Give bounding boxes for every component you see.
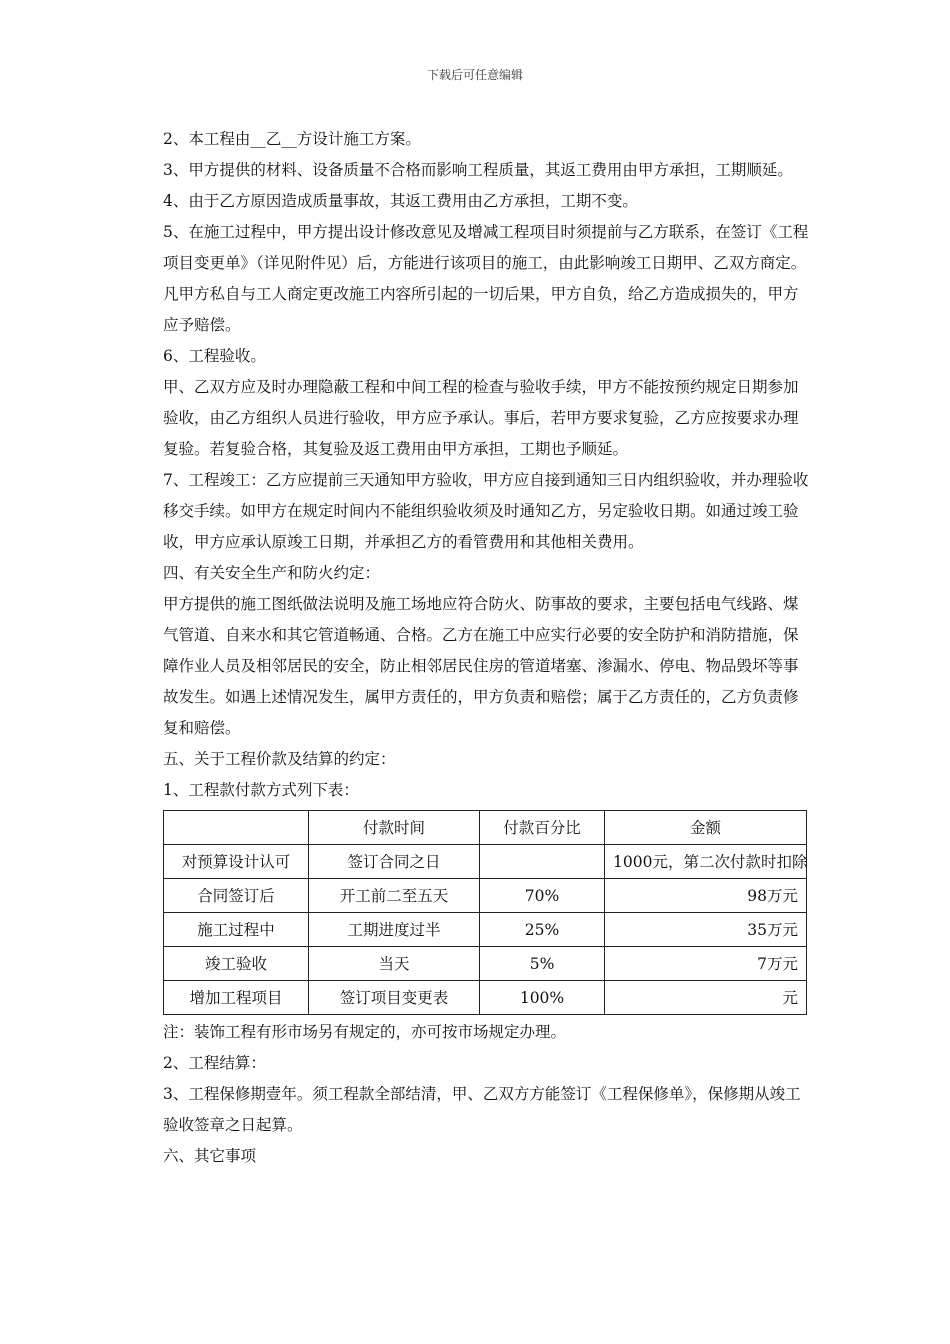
section-6-heading: 六、其它事项 bbox=[163, 1147, 257, 1165]
clause-4-quality-accident: 4、由于乙方原因造成质量事故，其返工费用由乙方承担，工期不变。 bbox=[163, 192, 638, 210]
table-header-cell: 付款时间 bbox=[309, 811, 480, 845]
table-cell: 增加工程项目 bbox=[164, 981, 309, 1015]
payment-table bbox=[163, 810, 807, 1015]
clause-3-warranty: 3、工程保修期壹年。须工程款全部结清，甲、乙双方方能签订《工程保修单》，保修期从竣工验收签章之日起算。 bbox=[163, 1085, 801, 1134]
table-cell: 签订合同之日 bbox=[309, 845, 480, 879]
table-cell: 合同签订后 bbox=[164, 879, 309, 913]
table-header-cell: 金额 bbox=[605, 811, 807, 845]
table-cell: 1000元，第二次付款时扣除 bbox=[605, 845, 807, 879]
table-cell: 70% bbox=[480, 879, 605, 913]
table-header-row bbox=[164, 811, 807, 845]
table-header-cell bbox=[164, 811, 309, 845]
table-cell bbox=[480, 845, 605, 879]
table-cell: 100% bbox=[480, 981, 605, 1015]
clause-2-design: 2、本工程由__乙__方设计施工方案。 bbox=[163, 130, 421, 148]
table-cell: 5% bbox=[480, 947, 605, 981]
clause-7-completion: 7、工程竣工：乙方应提前三天通知甲方验收，甲方应自接到通知三日内组织验收，并办理验收移交手续。如甲方在规定时间内不能组织验收须及时通知乙方，另定验收日期。如通过竣工验收，甲方应承认原竣工日期，并承担乙方的看管费用和其他相关费用。 bbox=[163, 471, 809, 551]
document-body bbox=[163, 124, 813, 1172]
section-5-heading: 五、关于工程价款及结算的约定： bbox=[163, 750, 396, 768]
table-row bbox=[164, 845, 807, 879]
table-row bbox=[164, 913, 807, 947]
clause-6-acceptance-title: 6、工程验收。 bbox=[163, 347, 266, 365]
table-cell: 签订项目变更表 bbox=[309, 981, 480, 1015]
table-cell: 施工过程中 bbox=[164, 913, 309, 947]
table-cell: 7万元 bbox=[605, 947, 807, 981]
table-cell: 开工前二至五天 bbox=[309, 879, 480, 913]
table-cell: 35万元 bbox=[605, 913, 807, 947]
table-cell: 竣工验收 bbox=[164, 947, 309, 981]
section-4-safety-text: 甲方提供的施工图纸做法说明及施工场地应符合防火、防事故的要求，主要包括电气线路、煤气管道、自来水和其它管道畅通、合格。乙方在施工中应实行必要的安全防护和消防措施，保障作业人员及相邻居民的安全，防止相邻居民住房的管道堵塞、渗漏水、停电、物品毁坏等事故发生。如遇上述情况发生，属甲方责任的，甲方负责和赔偿；属于乙方责任的，乙方负责修复和赔偿。 bbox=[163, 595, 799, 737]
table-header-cell: 付款百分比 bbox=[480, 811, 605, 845]
table-note: 注：装饰工程有形市场另有规定的，亦可按市场规定办理。 bbox=[163, 1023, 567, 1041]
clause-5-design-change: 5、在施工过程中，甲方提出设计修改意见及增减工程项目时须提前与乙方联系，在签订《工程项目变更单》（详见附件见）后，方能进行该项目的施工，由此影响竣工日期甲、乙双方商定。凡甲方私自与工人商定更改施工内容所引起的一切后果，甲方自负，给乙方造成损失的，甲方应予赔偿。 bbox=[163, 223, 809, 334]
clause-2-settlement: 2、工程结算： bbox=[163, 1054, 266, 1072]
table-row bbox=[164, 981, 807, 1015]
clause-3-materials: 3、甲方提供的材料、设备质量不合格而影响工程质量，其返工费用由甲方承担，工期顺延。 bbox=[163, 161, 793, 179]
table-row bbox=[164, 947, 807, 981]
payment-table-caption: 1、工程款付款方式列下表： bbox=[163, 781, 359, 799]
table-cell: 对预算设计认可 bbox=[164, 845, 309, 879]
table-cell: 元 bbox=[605, 981, 807, 1015]
table-row bbox=[164, 879, 807, 913]
table-cell: 当天 bbox=[309, 947, 480, 981]
section-4-heading: 四、有关安全生产和防火约定： bbox=[163, 564, 381, 582]
page-header: 下载后可任意编辑 bbox=[426, 68, 523, 82]
table-cell: 25% bbox=[480, 913, 605, 947]
table-cell: 工期进度过半 bbox=[309, 913, 480, 947]
clause-6-acceptance-text: 甲、乙双方应及时办理隐蔽工程和中间工程的检查与验收手续，甲方不能按预约规定日期参加验收，由乙方组织人员进行验收，甲方应予承认。事后，若甲方要求复验，乙方应按要求办理复验。若复验合格，其复验及返工费用由甲方承担，工期也予顺延。 bbox=[163, 378, 799, 458]
table-cell: 98万元 bbox=[605, 879, 807, 913]
